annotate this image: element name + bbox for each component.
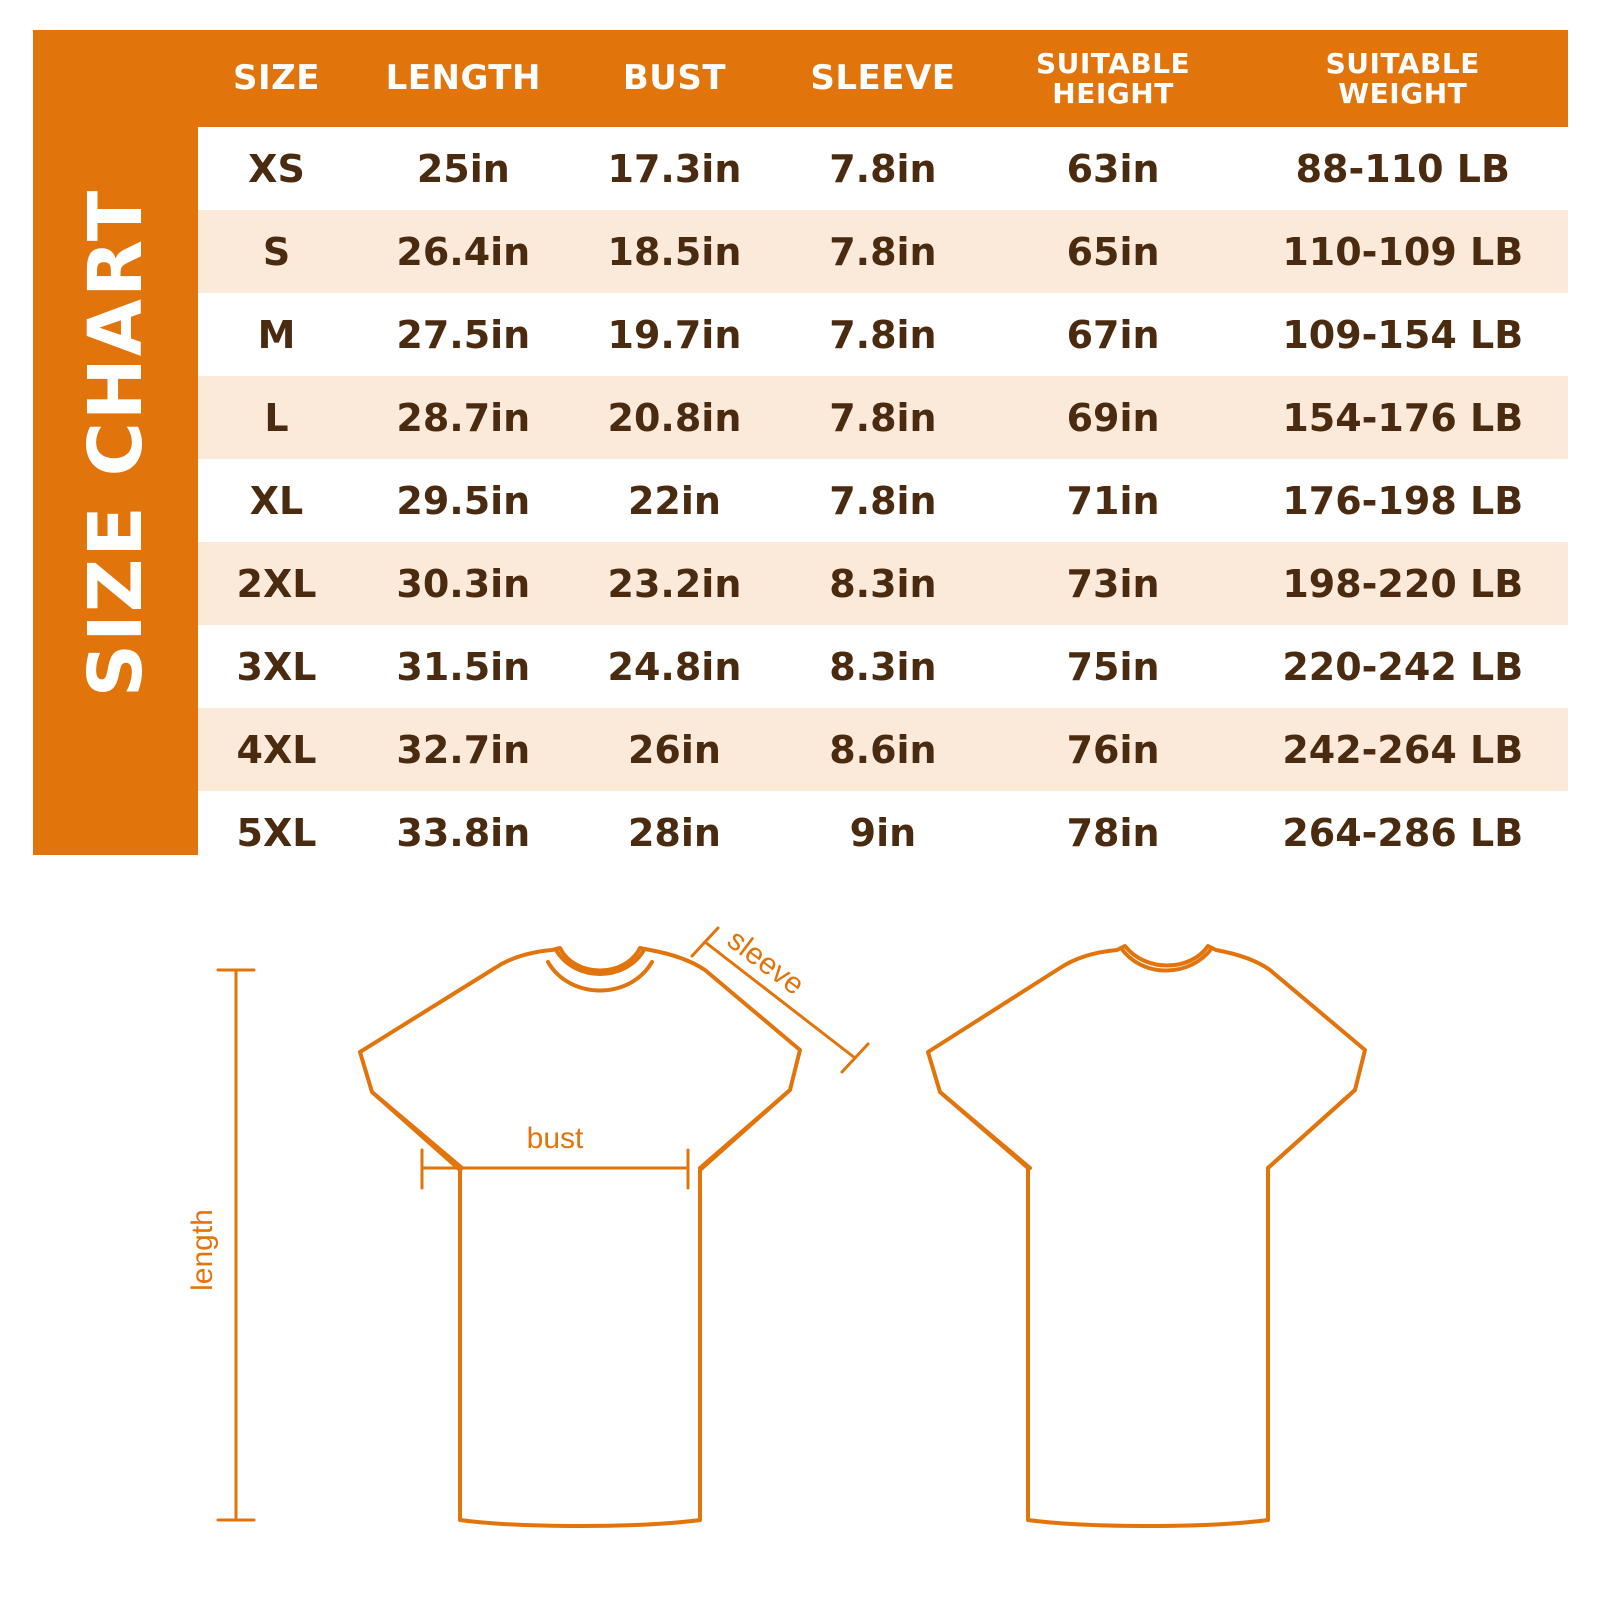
cell-bust: 17.3in xyxy=(572,127,778,210)
column-header-suitable-weight-line1: SUITABLE xyxy=(1325,47,1480,81)
cell-height: 76in xyxy=(989,708,1238,791)
table-row xyxy=(198,376,1568,459)
cell-weight: 220-242 LB xyxy=(1238,625,1568,708)
length-label: length xyxy=(186,1209,219,1291)
cell-length: 27.5in xyxy=(355,293,572,376)
cell-height: 71in xyxy=(989,459,1238,542)
cell-weight: 198-220 LB xyxy=(1238,542,1568,625)
column-header-suitable-height-line2: HEIGHT xyxy=(1052,76,1174,110)
cell-height: 69in xyxy=(989,376,1238,459)
cell-length: 25in xyxy=(355,127,572,210)
cell-height: 63in xyxy=(989,127,1238,210)
column-header-suitable-height xyxy=(989,30,1238,127)
cell-sleeve: 7.8in xyxy=(777,459,988,542)
table-row xyxy=(198,791,1568,874)
tshirt-front-illustration xyxy=(360,948,800,1526)
cell-sleeve: 9in xyxy=(777,791,988,874)
garment-measurement-diagram xyxy=(0,900,1600,1600)
cell-height: 65in xyxy=(989,210,1238,293)
page-title: SIZE CHART xyxy=(72,188,159,697)
tshirt-back-illustration xyxy=(928,946,1365,1526)
cell-bust: 19.7in xyxy=(572,293,778,376)
table-row xyxy=(198,127,1568,210)
cell-size: 4XL xyxy=(198,708,355,791)
column-header-size-text: SIZE xyxy=(232,57,321,98)
bust-label: bust xyxy=(526,1122,584,1155)
cell-height: 75in xyxy=(989,625,1238,708)
table-row xyxy=(198,708,1568,791)
table-row xyxy=(198,542,1568,625)
column-header-bust-text: BUST xyxy=(622,57,727,98)
size-table-body xyxy=(198,127,1568,874)
cell-bust: 26in xyxy=(572,708,778,791)
size-table-header xyxy=(198,30,1568,127)
cell-height: 67in xyxy=(989,293,1238,376)
cell-weight: 88-110 LB xyxy=(1238,127,1568,210)
sleeve-dimension-line xyxy=(692,928,868,1072)
cell-height: 73in xyxy=(989,542,1238,625)
cell-sleeve: 7.8in xyxy=(777,293,988,376)
table-header-row xyxy=(198,30,1568,127)
column-header-sleeve xyxy=(777,30,988,127)
cell-weight: 242-264 LB xyxy=(1238,708,1568,791)
cell-length: 29.5in xyxy=(355,459,572,542)
table-row xyxy=(198,625,1568,708)
table-row xyxy=(198,293,1568,376)
column-header-suitable-weight-line2: WEIGHT xyxy=(1338,76,1468,110)
column-header-length-text: LENGTH xyxy=(385,57,541,98)
cell-weight: 110-109 LB xyxy=(1238,210,1568,293)
cell-size: XS xyxy=(198,127,355,210)
table-row xyxy=(198,459,1568,542)
cell-sleeve: 8.6in xyxy=(777,708,988,791)
size-chart-side-label xyxy=(33,30,198,855)
column-header-bust xyxy=(572,30,778,127)
cell-size: 2XL xyxy=(198,542,355,625)
cell-length: 33.8in xyxy=(355,791,572,874)
cell-bust: 20.8in xyxy=(572,376,778,459)
cell-weight: 264-286 LB xyxy=(1238,791,1568,874)
cell-sleeve: 7.8in xyxy=(777,210,988,293)
size-chart-block xyxy=(33,30,1568,855)
cell-bust: 28in xyxy=(572,791,778,874)
cell-length: 32.7in xyxy=(355,708,572,791)
cell-weight: 154-176 LB xyxy=(1238,376,1568,459)
cell-size: M xyxy=(198,293,355,376)
cell-sleeve: 8.3in xyxy=(777,542,988,625)
cell-bust: 23.2in xyxy=(572,542,778,625)
column-header-suitable-height-line1: SUITABLE xyxy=(1035,47,1191,81)
cell-weight: 176-198 LB xyxy=(1238,459,1568,542)
cell-bust: 18.5in xyxy=(572,210,778,293)
cell-bust: 22in xyxy=(572,459,778,542)
cell-weight: 109-154 LB xyxy=(1238,293,1568,376)
cell-size: 3XL xyxy=(198,625,355,708)
cell-size: XL xyxy=(198,459,355,542)
cell-bust: 24.8in xyxy=(572,625,778,708)
cell-length: 28.7in xyxy=(355,376,572,459)
cell-sleeve: 7.8in xyxy=(777,376,988,459)
cell-length: 30.3in xyxy=(355,542,572,625)
cell-height: 78in xyxy=(989,791,1238,874)
table-row xyxy=(198,210,1568,293)
sleeve-label: sleeve xyxy=(721,923,811,1002)
column-header-length xyxy=(355,30,572,127)
column-header-size xyxy=(198,30,355,127)
cell-size: S xyxy=(198,210,355,293)
length-dimension-line xyxy=(218,970,254,1520)
cell-length: 31.5in xyxy=(355,625,572,708)
column-header-suitable-weight xyxy=(1238,30,1568,127)
cell-size: L xyxy=(198,376,355,459)
size-table-wrapper xyxy=(198,30,1568,855)
cell-sleeve: 7.8in xyxy=(777,127,988,210)
size-table xyxy=(198,30,1568,874)
cell-size: 5XL xyxy=(198,791,355,874)
column-header-sleeve-text: SLEEVE xyxy=(810,57,956,98)
cell-length: 26.4in xyxy=(355,210,572,293)
cell-sleeve: 8.3in xyxy=(777,625,988,708)
